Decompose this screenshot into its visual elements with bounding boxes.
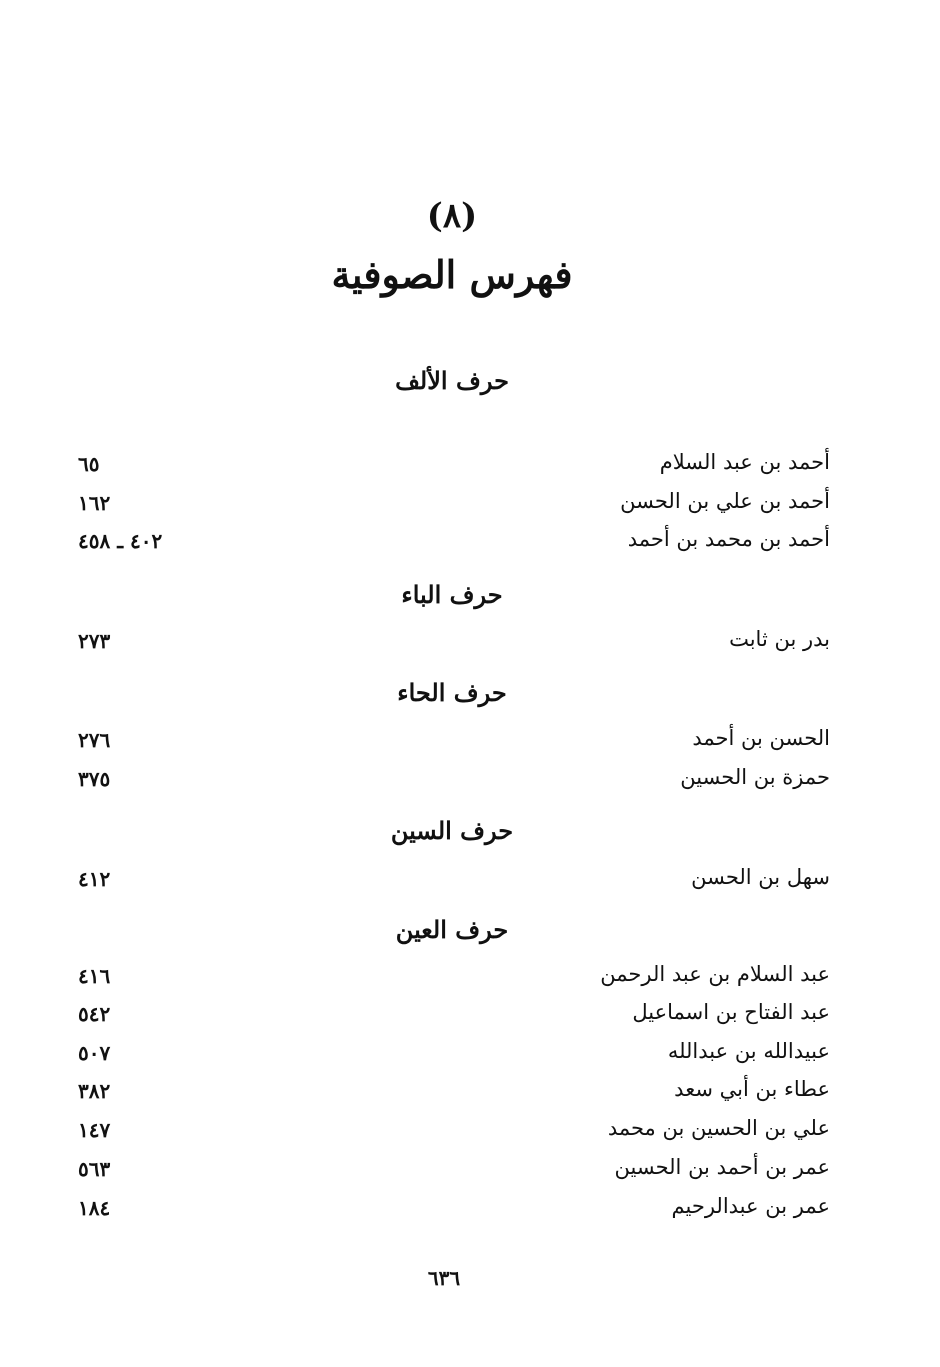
section-heading-ba: حرف الباء [401, 580, 503, 609]
index-entry [70, 1116, 830, 1150]
index-entry [70, 1077, 830, 1111]
entry-name: عطاء بن أبي سعد [674, 1077, 830, 1101]
entry-pages: ٤١٦ [78, 964, 111, 988]
entry-pages: ٥٦٣ [78, 1157, 111, 1181]
index-number: (٨) [426, 196, 478, 236]
index-entry [70, 489, 830, 523]
entry-name: أحمد بن عبد السلام [659, 450, 830, 474]
index-entry [70, 765, 830, 799]
entry-name: الحسن بن أحمد [692, 726, 830, 750]
entry-name: عبد السلام بن عبد الرحمن [600, 962, 830, 986]
index-entry [70, 962, 830, 996]
entry-pages: ٤٠٢ ـ ٤٥٨ [78, 529, 163, 553]
section-heading-sin: حرف السين [390, 816, 514, 845]
entry-pages: ٦٥ [78, 452, 100, 476]
index-entry [70, 1155, 830, 1189]
entry-name: عمر بن عبدالرحيم [671, 1194, 830, 1218]
section-heading-ayn: حرف العين [395, 915, 509, 944]
entry-name: أحمد بن علي بن الحسن [620, 489, 830, 513]
entry-pages: ١٤٧ [78, 1118, 111, 1142]
entry-pages: ١٨٤ [78, 1196, 111, 1220]
entry-pages: ٤١٢ [78, 867, 111, 891]
index-entry [70, 1194, 830, 1228]
entry-pages: ٥٤٢ [78, 1002, 111, 1026]
entry-name: حمزة بن الحسين [680, 765, 830, 789]
entry-pages: ٣٧٥ [78, 767, 111, 791]
index-entry [70, 865, 830, 899]
entry-name: عبيدالله بن عبدالله [667, 1039, 830, 1063]
index-entry [70, 450, 830, 484]
index-entry [70, 1000, 830, 1034]
entry-pages: ٢٧٦ [78, 728, 111, 752]
entry-name: علي بن الحسين بن محمد [607, 1116, 830, 1140]
entry-pages: ١٦٢ [78, 491, 111, 515]
index-entry [70, 726, 830, 760]
entry-pages: ٢٧٣ [78, 629, 111, 653]
index-title: فهرس الصوفية [331, 252, 573, 297]
entry-name: أحمد بن محمد بن أحمد [627, 527, 830, 551]
index-entry [70, 1039, 830, 1073]
section-heading-ha: حرف الحاء [397, 678, 507, 707]
index-entry [70, 627, 830, 661]
index-entry [70, 527, 830, 561]
page-number: ٦٣٦ [427, 1266, 461, 1290]
entry-name: عبد الفتاح بن اسماعيل [632, 1000, 830, 1024]
entry-name: عمر بن أحمد بن الحسين [614, 1155, 830, 1179]
entry-pages: ٥٠٧ [78, 1041, 111, 1065]
entry-name: بدر بن ثابت [729, 627, 830, 651]
entry-name: سهل بن الحسن [691, 865, 830, 889]
section-heading-alif: حرف الألف [395, 366, 509, 395]
entry-pages: ٣٨٢ [78, 1079, 111, 1103]
